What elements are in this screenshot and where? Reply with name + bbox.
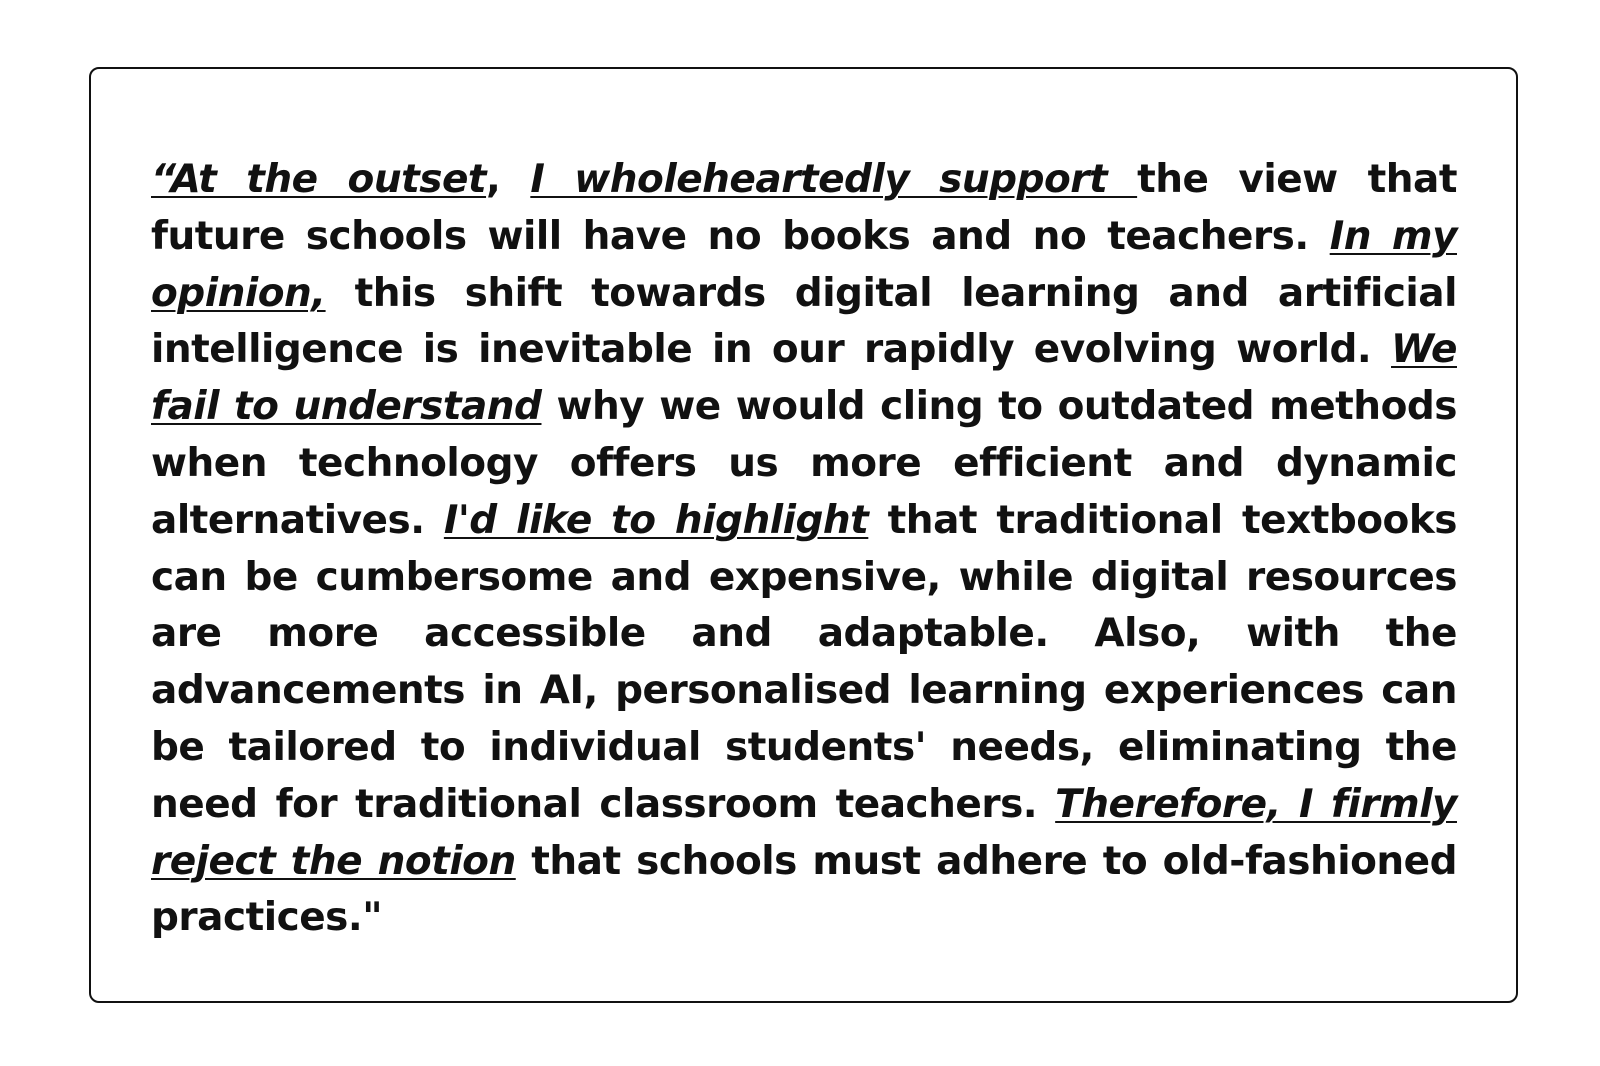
phrase-in-my-opinion: In my opinion, (151, 213, 1457, 316)
text-segment: the view that future schools will have no books and no teachers. (151, 157, 1457, 259)
phrase-wholeheartedly-support: I wholeheartedly support (530, 157, 1138, 202)
phrase-id-like-to-highlight: I'd like to highlight (443, 497, 869, 543)
text-segment: that traditional textbooks can be cumbersome and expensive, while digital resources are more accessible and adaptable. Also, with the advancements in AI, personalised learning experiences can be tailored to individual students' needs, eliminating the need for traditional classroom teachers. (151, 497, 1457, 827)
text-segment: that schools must adhere to old-fashioned practices." (151, 838, 1458, 941)
text-segment: why we would cling to outdated methods when technology offers us more efficient and dynamic alternatives. (151, 384, 1457, 543)
text-segment: this shift towards digital learning and artificial intelligence is inevitable in our rapidly evolving world. (151, 270, 1457, 373)
phrase-we-fail-to-understand: We fail to understand (151, 327, 1457, 430)
phrase-firmly-reject: Therefore, I firmly reject the notion (151, 781, 1457, 884)
phrase-at-the-outset: “At the outset (151, 157, 487, 202)
quote-passage (151, 152, 1457, 947)
text-segment: , (486, 157, 531, 202)
